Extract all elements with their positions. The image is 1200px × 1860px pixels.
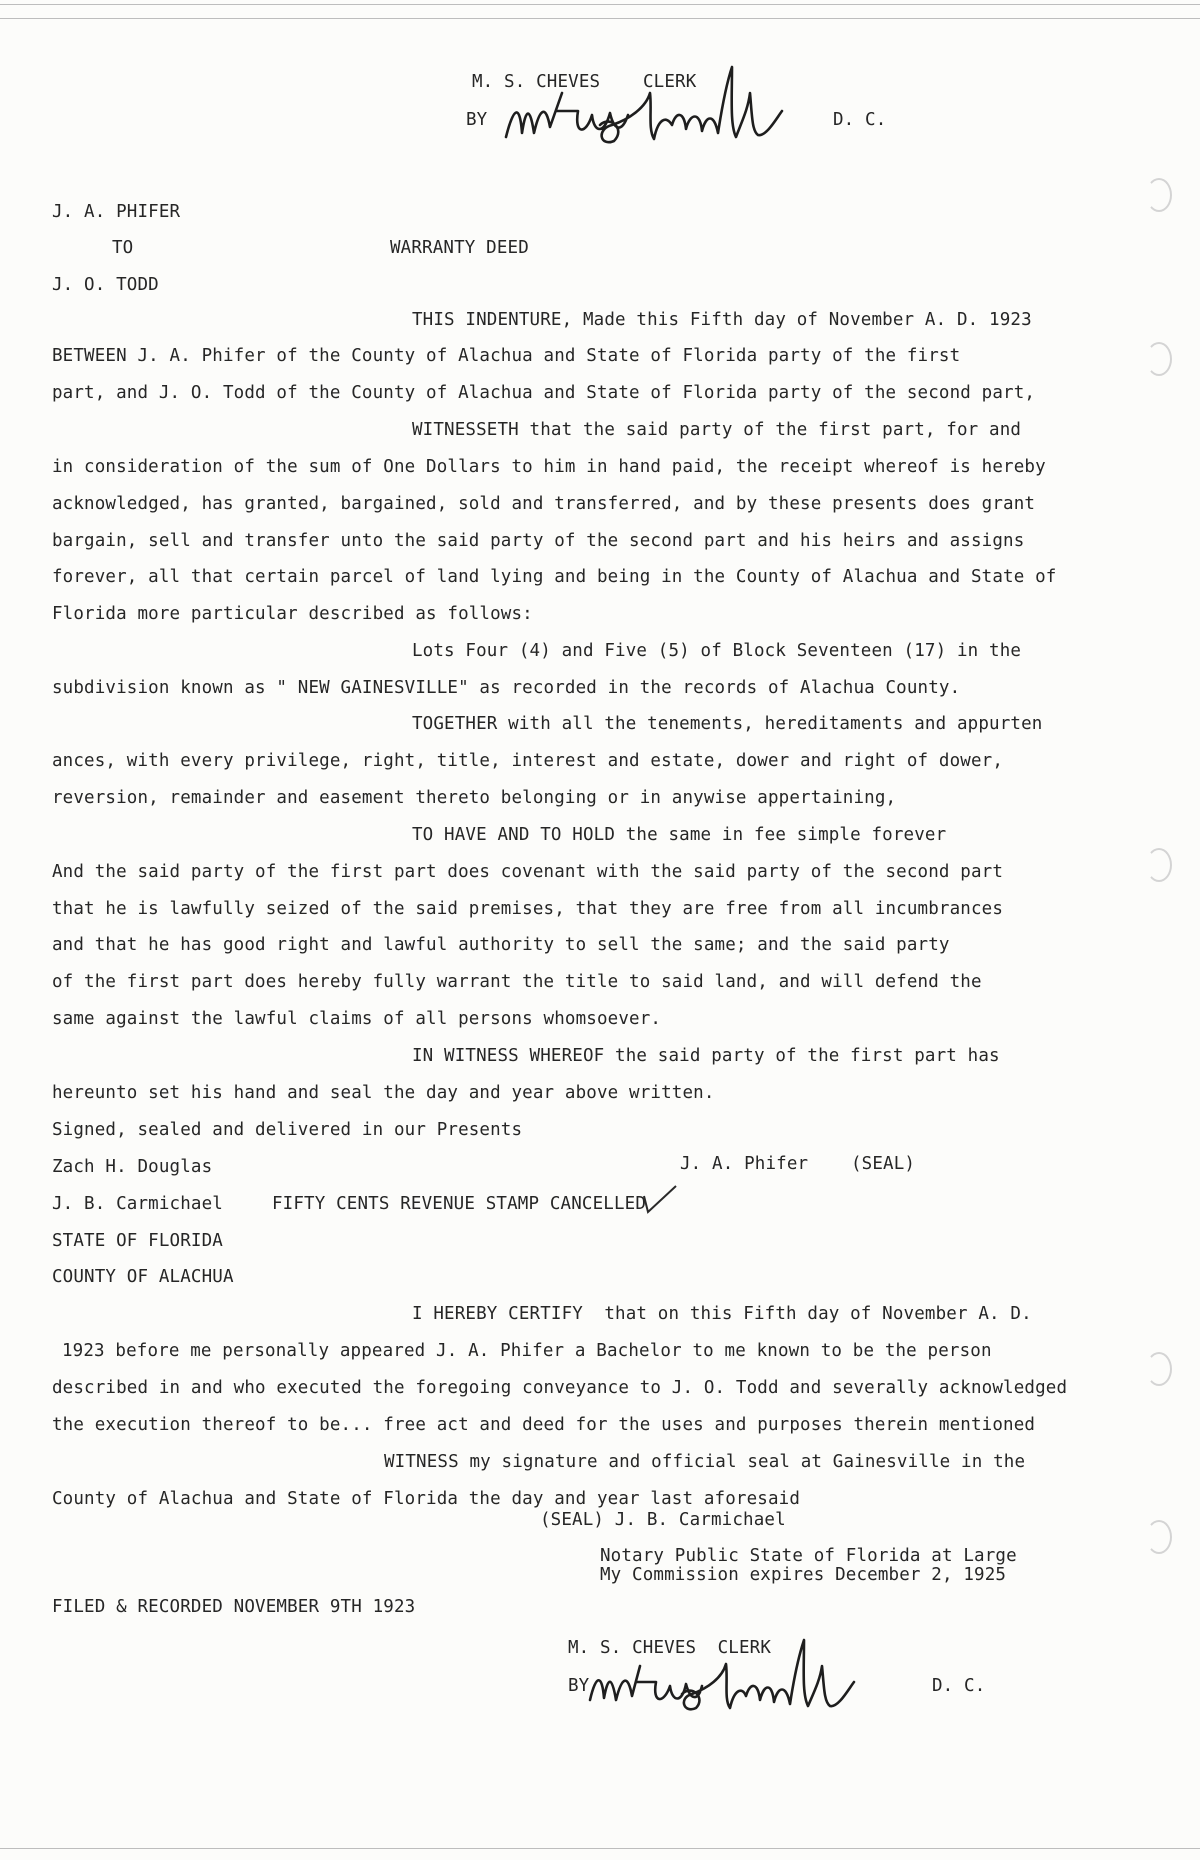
body-line: same against the lawful claims of all persons whomsoever. <box>52 1009 662 1029</box>
body-line: of the first part does hereby fully warrant the title to said land, and will defend the <box>52 972 982 992</box>
to-label: TO <box>112 238 134 258</box>
filed-recorded-line: FILED & RECORDED NOVEMBER 9TH 1923 <box>52 1597 416 1617</box>
header-dc-label: D. C. <box>833 110 887 130</box>
body-line: TO HAVE AND TO HOLD the same in fee simple forever <box>412 825 947 845</box>
body-line: TOGETHER with all the tenements, hereditaments and appurten <box>412 714 1043 734</box>
body-line: Lots Four (4) and Five (5) of Block Seventeen (17) in the <box>412 641 1022 661</box>
body-line: hereunto set his hand and seal the day and year above written. <box>52 1083 715 1103</box>
footer-dc-label: D. C. <box>932 1676 986 1696</box>
body-line: WITNESSETH that the said party of the first part, for and <box>412 420 1022 440</box>
binder-hole-icon <box>1146 178 1172 212</box>
body-line: THIS INDENTURE, Made this Fifth day of November A. D. 1923 <box>412 310 1032 330</box>
page-edge-line <box>0 18 1200 19</box>
notary-title: Notary Public State of Florida at Large <box>600 1546 1017 1566</box>
clerk-signature-top <box>500 45 830 155</box>
checkmark-icon <box>640 1182 680 1216</box>
body-line: Florida more particular described as follows: <box>52 604 533 624</box>
binder-hole-icon <box>1146 1352 1172 1386</box>
header-by-label: BY <box>466 110 488 130</box>
clerk-signature-bottom <box>586 1622 906 1722</box>
certificate-line: I HEREBY CERTIFY that on this Fifth day of November A. D. <box>412 1304 1032 1324</box>
body-line: BETWEEN J. A. Phifer of the County of Alachua and State of Florida party of the first <box>52 346 961 366</box>
deed-title: WARRANTY DEED <box>390 238 529 258</box>
binder-hole-icon <box>1146 848 1172 882</box>
certificate-line: described in and who executed the foregoing conveyance to J. O. Todd and severally acknowledged <box>52 1378 1068 1398</box>
grantor-signature-line: J. A. Phifer (SEAL) <box>680 1154 916 1174</box>
witness-name: Zach H. Douglas <box>52 1157 213 1177</box>
page-edge-line <box>0 1848 1200 1849</box>
binder-hole-icon <box>1146 1520 1172 1554</box>
body-line: reversion, remainder and easement thereto belonging or in anywise appertaining, <box>52 788 897 808</box>
certificate-line: the execution thereof to be... free act and deed for the uses and purposes therein mentioned <box>52 1415 1036 1435</box>
body-line: part, and J. O. Todd of the County of Alachua and State of Florida party of the second part, <box>52 383 1036 403</box>
footer-clerk-line: M. S. CHEVES CLERK <box>568 1638 772 1658</box>
notary-commission: My Commission expires December 2, 1925 <box>600 1565 1007 1585</box>
body-line: And the said party of the first part does covenant with the said party of the second part <box>52 862 1004 882</box>
notary-signature-line: (SEAL) J. B. Carmichael <box>540 1510 786 1530</box>
body-line: acknowledged, has granted, bargained, sold and transferred, and by these presents does grant <box>52 494 1036 514</box>
footer-by-label: BY <box>568 1676 590 1696</box>
body-line: bargain, sell and transfer unto the said party of the second part and his heirs and assigns <box>52 531 1025 551</box>
page-edge-line <box>0 4 1200 5</box>
grantor-name: J. A. PHIFER <box>52 202 181 222</box>
grantee-name: J. O. TODD <box>52 275 159 295</box>
certificate-line: County of Alachua and State of Florida the day and year last aforesaid <box>52 1489 801 1509</box>
body-line: and that he has good right and lawful authority to sell the same; and the said party <box>52 935 950 955</box>
revenue-stamp-note: FIFTY CENTS REVENUE STAMP CANCELLED <box>272 1194 647 1214</box>
body-line: that he is lawfully seized of the said premises, that they are free from all incumbrances <box>52 899 1004 919</box>
header-clerk-line: M. S. CHEVES CLERK <box>472 72 697 92</box>
certificate-line: 1923 before me personally appeared J. A. Phifer a Bachelor to me known to be the person <box>62 1341 992 1361</box>
certificate-line: WITNESS my signature and official seal at Gainesville in the <box>384 1452 1026 1472</box>
body-line: in consideration of the sum of One Dollars to him in hand paid, the receipt whereof is hereby <box>52 457 1046 477</box>
body-line: IN WITNESS WHEREOF the said party of the first part has <box>412 1046 1000 1066</box>
body-line: forever, all that certain parcel of land lying and being in the County of Alachua and State of <box>52 567 1057 587</box>
binder-hole-icon <box>1146 342 1172 376</box>
venue-county: COUNTY OF ALACHUA <box>52 1267 234 1287</box>
body-line: ances, with every privilege, right, title, interest and estate, dower and right of dower, <box>52 751 1004 771</box>
witness-name: J. B. Carmichael <box>52 1194 223 1214</box>
body-line: subdivision known as " NEW GAINESVILLE" as recorded in the records of Alachua County. <box>52 678 961 698</box>
venue-state: STATE OF FLORIDA <box>52 1231 223 1251</box>
body-line: Signed, sealed and delivered in our Presents <box>52 1120 523 1140</box>
